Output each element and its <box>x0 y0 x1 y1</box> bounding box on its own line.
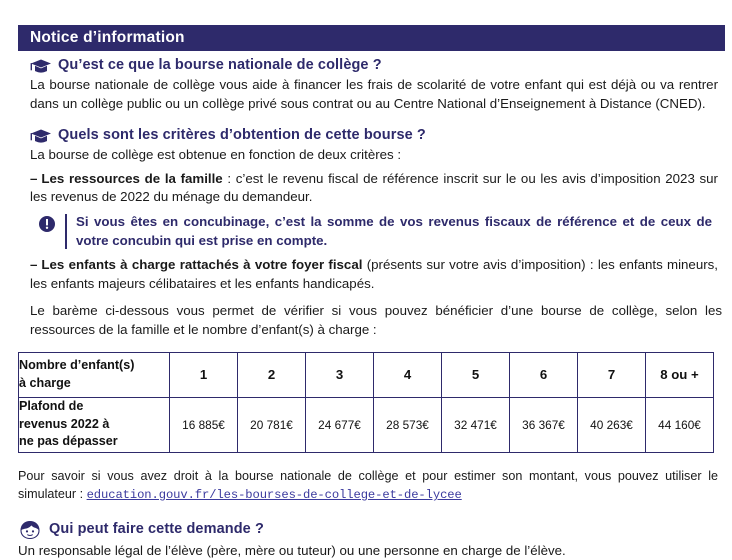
simulator-note-text: Pour savoir si vous avez droit à la bourse nationale de collège et pour estimer son montant, vous pouvez utiliser le simulateur : <box>18 468 718 502</box>
who-can-apply-paragraph: Un responsable légal de l’élève (père, mère ou tuteur) ou une personne en charge de l’élève. <box>18 542 566 558</box>
table-cell-amount: 20 781€ <box>238 397 306 452</box>
criterion-two-label: Les enfants à charge rattachés à votre foyer fiscal <box>41 257 363 273</box>
section-heading-what-is <box>0 57 732 73</box>
table-cell-amount: 28 573€ <box>374 397 442 452</box>
bareme-table-wrapper <box>0 352 732 453</box>
criterion-two-text: (présents sur votre avis d’imposition) : les enfants mineurs, les enfants majeurs célibataires et les enfants handicapés. <box>30 257 718 291</box>
criterion-one-label: Les ressources de la famille <box>41 170 223 186</box>
table-col-header: 5 <box>442 352 510 397</box>
table-col-header: 8 ou + <box>646 352 714 397</box>
table-cell-amount: 40 263€ <box>578 397 646 452</box>
table-col-header: 4 <box>374 352 442 397</box>
section-heading-label: Qui peut faire cette demande ? <box>49 520 264 537</box>
table-row-amount-label <box>19 397 170 452</box>
table-row-header <box>19 352 714 397</box>
callout-accent-bar <box>65 214 67 249</box>
row-header-line1: Nombre d’enfant(s) <box>19 358 135 373</box>
criterion-dash: – <box>30 170 38 186</box>
row-amount-line3: ne pas dépasser <box>19 434 118 449</box>
bareme-table <box>18 352 714 453</box>
person-face-icon <box>18 520 42 540</box>
page-title: Notice d’information <box>30 29 185 46</box>
criterion-two <box>0 256 732 293</box>
table-cell-amount: 32 471€ <box>442 397 510 452</box>
criteria-intro: La bourse de collège est obtenue en fonction de deux critères : <box>30 147 402 163</box>
table-cell-amount: 24 677€ <box>306 397 374 452</box>
row-amount-line1: Plafond de <box>19 399 84 414</box>
section-heading-who-can-apply <box>0 519 732 539</box>
section-heading-label: Quels sont les critères d’obtention de cette bourse ? <box>58 127 426 144</box>
table-row-header-label <box>19 352 170 397</box>
table-cell-amount: 44 160€ <box>646 397 714 452</box>
exclamation-circle-icon <box>38 215 56 233</box>
table-cell-amount: 36 367€ <box>510 397 578 452</box>
concubinage-callout <box>0 213 732 250</box>
callout-text: Si vous êtes en concubinage, c’est la somme de vos revenus fiscaux de référence et de ceux de votre concubin qui est prise en compte. <box>76 213 712 248</box>
criterion-one <box>0 170 732 207</box>
table-col-header: 3 <box>306 352 374 397</box>
simulator-note <box>0 467 732 505</box>
what-is-paragraph: La bourse nationale de collège vous aide à financer les frais de scolarité de votre enfant qui est déjà ou va rentrer dans un collège public ou un collège privé sous contrat ou au Centre National d’Enseignement à Distance (CNED). <box>30 77 718 111</box>
table-intro-paragraph: Le barème ci-dessous vous permet de vérifier si vous pouvez bénéficier d’une bourse de collège, selon les ressources de la famille et le nombre d’enfant(s) à charge : <box>30 303 722 337</box>
notice-title-bar <box>18 25 725 51</box>
graduation-cap-icon <box>30 58 52 74</box>
table-col-header: 1 <box>170 352 238 397</box>
criterion-one-text: : c’est le revenu fiscal de référence inscrit sur le ou les avis d’imposition 2023 sur les revenus de 2022 du ménage du demandeur. <box>30 170 718 205</box>
simulator-link[interactable]: education.gouv.fr/les-bourses-de-college-et-de-lycee <box>86 488 462 503</box>
table-col-header: 2 <box>238 352 306 397</box>
section-heading-criteria <box>0 127 732 143</box>
graduation-cap-icon <box>30 128 52 144</box>
row-amount-line2: revenus 2022 à <box>19 416 110 431</box>
section-heading-label: Qu’est ce que la bourse nationale de collège ? <box>58 57 382 73</box>
table-cell-amount: 16 885€ <box>170 397 238 452</box>
table-col-header: 6 <box>510 352 578 397</box>
table-row-amounts <box>19 397 714 452</box>
row-header-line2: à charge <box>19 375 71 390</box>
table-col-header: 7 <box>578 352 646 397</box>
notice-content <box>0 57 732 560</box>
criterion-dash: – <box>30 257 38 273</box>
